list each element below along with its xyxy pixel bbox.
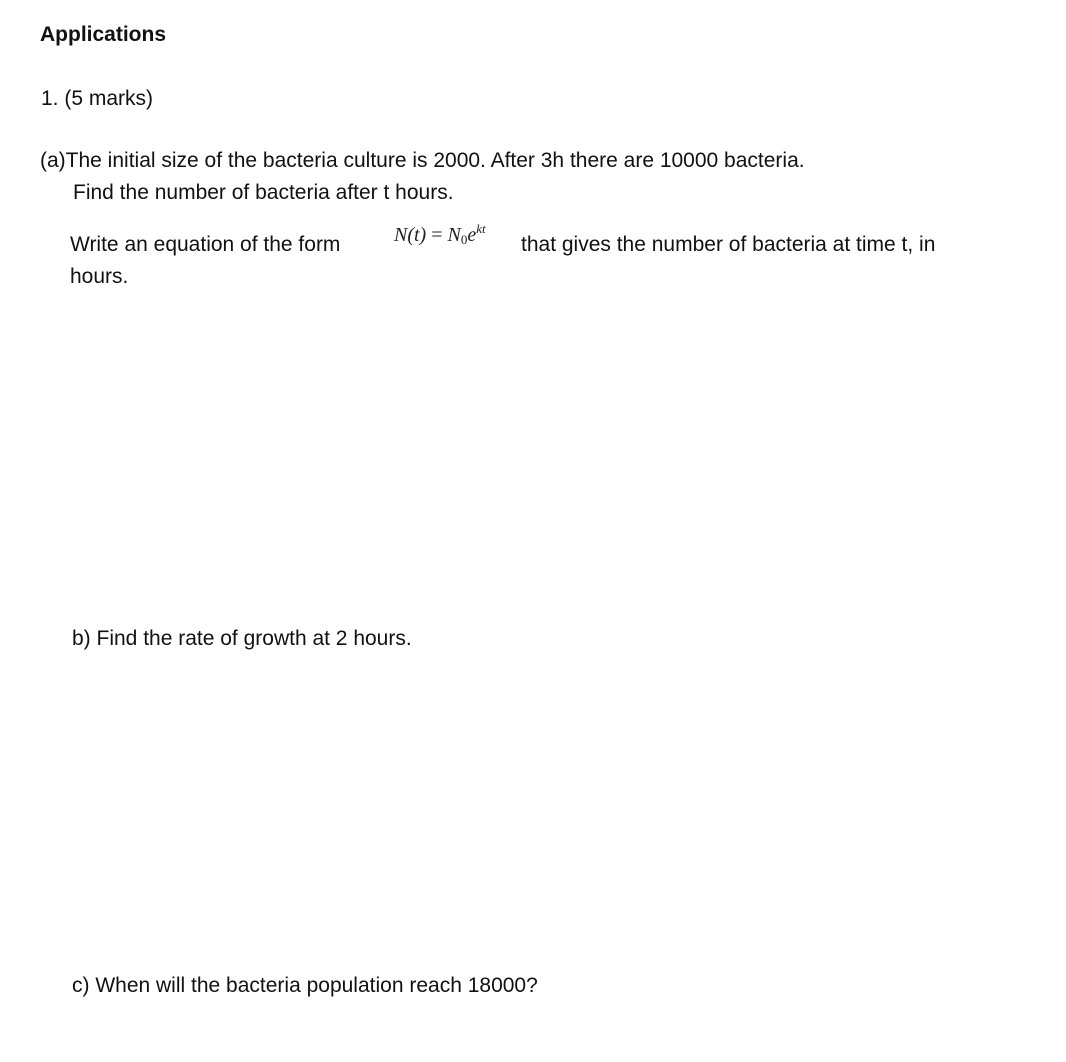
part-a-line-1: (a)The initial size of the bacteria culture is 2000. After 3h there are 10000 bacteria. [40, 149, 805, 172]
equation-e: e [467, 224, 477, 246]
equation-subscript: 0 [460, 232, 468, 247]
equation-equals: = [431, 224, 443, 246]
equation-exponent: kt [476, 221, 486, 236]
part-c-question: c) When will the bacteria population reach 18000? [72, 974, 538, 997]
equation-outro-line-2: hours. [70, 265, 129, 288]
question-number-marks: 1. (5 marks) [41, 87, 154, 110]
equation-lhs: N(t) [394, 224, 427, 246]
growth-equation [394, 217, 486, 252]
part-a-line-2: Find the number of bacteria after t hours. [73, 181, 454, 204]
equation-base: N [447, 224, 461, 246]
equation-outro: that gives the number of bacteria at time t, in [521, 233, 936, 256]
section-title: Applications [40, 23, 167, 46]
part-b-question: b) Find the rate of growth at 2 hours. [72, 627, 412, 650]
equation-intro: Write an equation of the form [70, 233, 341, 256]
